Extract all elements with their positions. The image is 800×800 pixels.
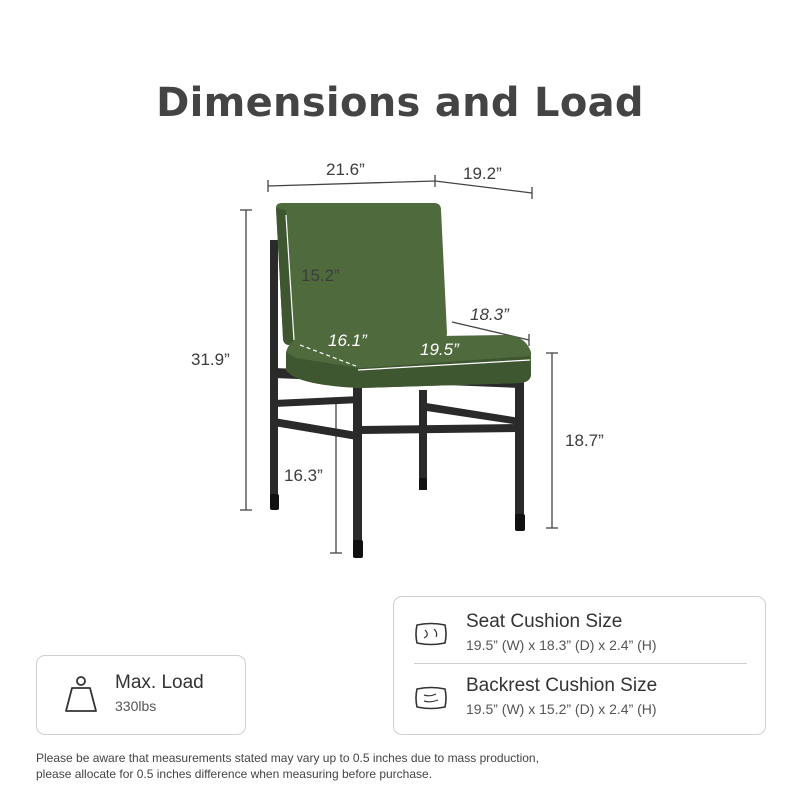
backrest-cushion-size: 19.5” (W) x 15.2” (D) x 2.4” (H)	[466, 701, 657, 717]
dim-total-height: 31.9”	[191, 350, 230, 369]
dim-seat-inner: 16.1”	[328, 331, 367, 350]
dim-back-height: 15.2”	[301, 266, 340, 285]
seat-cushion-icon	[414, 621, 448, 647]
seat-cushion-label: Seat Cushion Size	[466, 611, 623, 632]
max-load-label: Max. Load	[115, 672, 204, 693]
dim-top-depth: 19.2”	[463, 164, 502, 183]
disclaimer-line-2: please allocate for 0.5 inches difference when measuring before purchase.	[36, 767, 433, 781]
max-load-card	[36, 655, 246, 735]
seat-cushion-size: 19.5” (W) x 18.3” (D) x 2.4” (H)	[466, 637, 657, 653]
dim-seat-height: 18.7”	[565, 431, 604, 450]
cushion-divider	[414, 663, 747, 664]
dim-seat-width: 19.5”	[420, 340, 459, 359]
dim-backrest-depth: 18.3”	[470, 305, 509, 324]
backrest-cushion-label: Backrest Cushion Size	[466, 675, 658, 696]
max-load-value: 330lbs	[115, 698, 157, 714]
dim-leg-height: 16.3”	[284, 466, 323, 485]
page-title: Dimensions and Load	[156, 80, 644, 126]
seat-cushion	[286, 335, 531, 388]
dim-top-width: 21.6”	[326, 160, 365, 179]
cushion-size-card	[393, 596, 766, 735]
weight-icon	[64, 674, 98, 714]
backrest-cushion-icon	[414, 685, 448, 711]
measurement-disclaimer	[36, 750, 776, 782]
disclaimer-line-1: Please be aware that measurements stated may vary up to 0.5 inches due to mass production,	[36, 751, 539, 765]
